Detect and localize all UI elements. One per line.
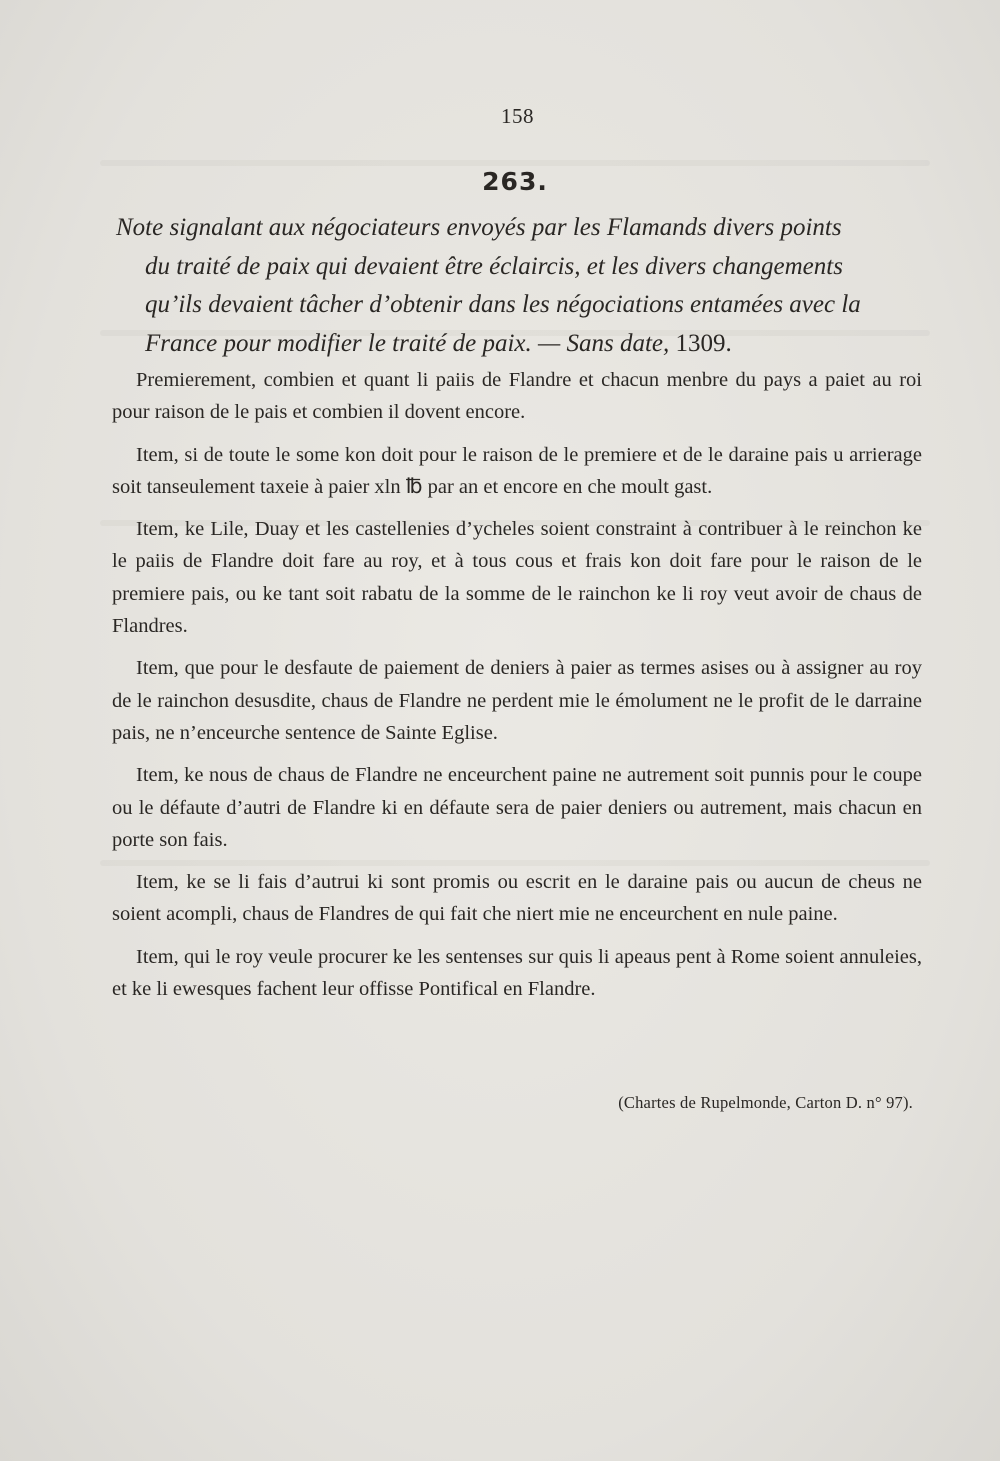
paragraph: Item, si de toute le some kon doit pour le raison de le premiere et de le daraine pais u arrierage soit tanseulement taxeie à paier xln ℔ par an et encore en che moult gast.	[112, 443, 922, 498]
show-through-mark	[100, 160, 930, 166]
summary-line: du traité de paix qui devaient être éclaircis, et les divers changements	[145, 252, 843, 280]
paragraph: Premierement, combien et quant li paiis de Flandre et chacun menbre du pays a paiet au roi pour raison de le pais et combien il dovent encore.	[112, 369, 922, 424]
summary-line-last	[116, 325, 920, 364]
document-summary	[116, 209, 920, 363]
paragraph: Item, ke nous de chaus de Flandre ne enceurchent paine ne autrement soit punnis pour le coupe ou le défaute d’autri de Flandre ki en défaute sera de paier deniers ou autrement, mais chacun en porte son fais.	[112, 764, 922, 851]
paragraph: Item, ke Lile, Duay et les castellenies d’ycheles soient constraint à contribuer à le reinchon ke le paiis de Flandre doit fare au roy, et à tous cous et frais kon doit fare pour le raison de le premiere pais, ou ke tant soit rabatu de la somme de le rainchon ke li roy veut avoir de chaus de Flandres.	[112, 518, 922, 638]
paragraph: Item, ke se li fais d’autrui ki sont promis ou escrit en le daraine pais ou aucun de cheus ne soient acompli, chaus de Flandres de qui fait che niert mie ne enceurchent en nule paine.	[112, 871, 922, 926]
summary-line: qu’ils devaient tâcher d’obtenir dans les négociations entamées avec la	[145, 291, 861, 318]
document-body	[112, 364, 922, 1005]
paragraph: Item, que pour le desfaute de paiement de deniers à paier as termes asises ou à assigner au roy de le rainchon desusdite, chaus de Flandre ne perdent mie le émolument ne le profit de le darraine pais, ne n’enceurche sentence de Sainte Eglise.	[112, 657, 922, 744]
source-citation: (Chartes de Rupelmonde, Carton D. n° 97).	[618, 1093, 913, 1112]
summary-line: France pour modifier le traité de paix. —	[145, 329, 561, 357]
summary-line: Note signalant aux négociateurs envoyés par les Flamands divers points	[116, 214, 842, 241]
paragraph: Item, qui le roy veule procurer ke les sentenses sur quis li apeaus pent à Rome soient annuleies, et ke li ewesques fachent leur offisse Pontifical en Flandre.	[112, 945, 922, 1001]
document-number: 263.	[482, 167, 548, 196]
date-year: 1309.	[675, 329, 732, 357]
date-label: Sans date,	[566, 329, 670, 357]
page-number: 158	[501, 104, 534, 128]
